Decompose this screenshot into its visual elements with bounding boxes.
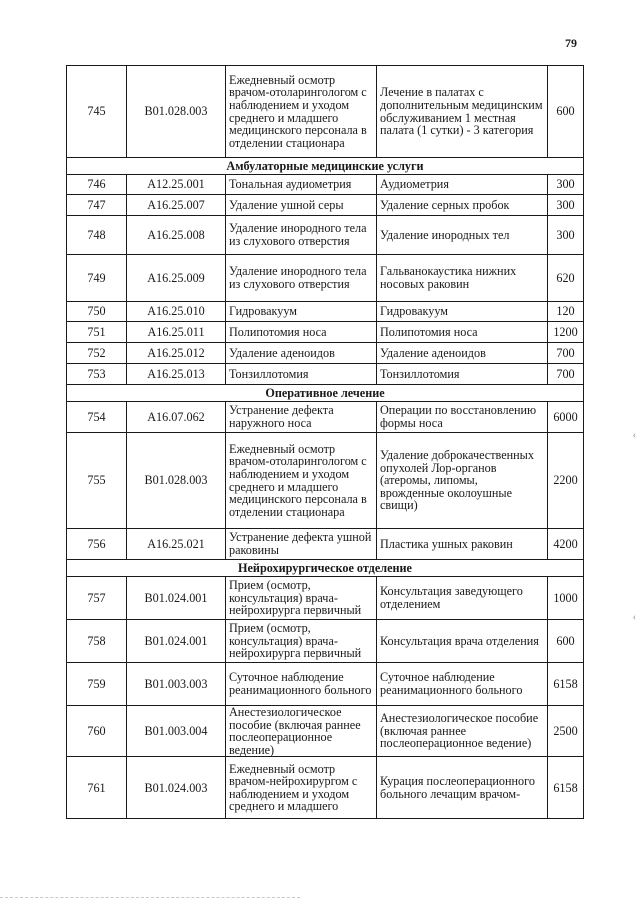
service-description: Консультация врача отделения <box>377 620 548 663</box>
service-name: Прием (осмотр, консультация) врача-нейрохирурга первичный <box>226 620 377 663</box>
service-description: Полипотомия носа <box>377 322 548 343</box>
service-name: Тональная аудиометрия <box>226 175 377 195</box>
service-name: Прием (осмотр, консультация) врача-нейрохирурга первичный <box>226 577 377 620</box>
table-row <box>67 529 584 560</box>
table-row <box>67 706 584 757</box>
table-row <box>67 577 584 620</box>
table-row <box>67 757 584 819</box>
service-description: Гальванокаустика нижних носовых раковин <box>377 255 548 302</box>
scan-edge-line <box>0 897 300 899</box>
table-row <box>67 175 584 195</box>
service-name: Удаление аденоидов <box>226 343 377 364</box>
row-number: 760 <box>67 706 127 757</box>
service-description: Удаление серных пробок <box>377 195 548 216</box>
service-price: 300 <box>548 195 584 216</box>
margin-tick: ‹ <box>632 430 636 441</box>
row-number: 748 <box>67 216 127 255</box>
section-header-row <box>67 385 584 402</box>
service-price: 600 <box>548 66 584 158</box>
table-row <box>67 663 584 706</box>
service-price: 300 <box>548 216 584 255</box>
service-code: A16.25.007 <box>127 195 226 216</box>
service-code: A16.25.010 <box>127 302 226 322</box>
margin-tick: ‹ <box>632 612 636 623</box>
service-code: A16.25.021 <box>127 529 226 560</box>
table-row <box>67 364 584 385</box>
service-name: Тонзиллотомия <box>226 364 377 385</box>
service-name: Удаление инородного тела из слухового отверстия <box>226 216 377 255</box>
service-description: Аудиометрия <box>377 175 548 195</box>
row-number: 761 <box>67 757 127 819</box>
row-number: 749 <box>67 255 127 302</box>
service-code: B01.024.003 <box>127 757 226 819</box>
service-name: Устранение дефекта наружного носа <box>226 402 377 433</box>
row-number: 759 <box>67 663 127 706</box>
row-number: 754 <box>67 402 127 433</box>
service-description: Консультация заведующего отделением <box>377 577 548 620</box>
service-name: Ежедневный осмотр врачом-отоларингологом с наблюдением и уходом среднего и младшего медицинского персонала в отделении стационара <box>226 66 377 158</box>
service-name: Удаление инородного тела из слухового отверстия <box>226 255 377 302</box>
service-price: 700 <box>548 364 584 385</box>
row-number: 747 <box>67 195 127 216</box>
service-description: Анестезиологическое пособие (включая раннее послеоперационное ведение) <box>377 706 548 757</box>
service-description: Курация послеоперационного больного лечащим врачом- <box>377 757 548 819</box>
service-description: Удаление доброкачественных опухолей Лор-органов (атеромы, липомы, врожденные околоушные свищи) <box>377 433 548 529</box>
service-code: B01.028.003 <box>127 433 226 529</box>
row-number: 756 <box>67 529 127 560</box>
service-description: Тонзиллотомия <box>377 364 548 385</box>
price-list-table <box>66 65 584 819</box>
service-price: 1200 <box>548 322 584 343</box>
service-code: B01.003.003 <box>127 663 226 706</box>
table-row <box>67 195 584 216</box>
row-number: 752 <box>67 343 127 364</box>
service-code: A12.25.001 <box>127 175 226 195</box>
service-code: A16.25.011 <box>127 322 226 343</box>
service-code: A16.07.062 <box>127 402 226 433</box>
service-description: Операции по восстановлению формы носа <box>377 402 548 433</box>
service-price: 620 <box>548 255 584 302</box>
service-price: 4200 <box>548 529 584 560</box>
service-price: 1000 <box>548 577 584 620</box>
service-price: 6000 <box>548 402 584 433</box>
section-title: Оперативное лечение <box>67 385 584 402</box>
service-description: Суточное наблюдение реанимационного больного <box>377 663 548 706</box>
service-name: Ежедневный осмотр врачом-отоларингологом с наблюдением и уходом среднего и младшего медицинского персонала в отделении стационара <box>226 433 377 529</box>
service-name: Устранение дефекта ушной раковины <box>226 529 377 560</box>
price-list-body <box>67 66 584 819</box>
table-row <box>67 620 584 663</box>
service-price: 300 <box>548 175 584 195</box>
service-name: Полипотомия носа <box>226 322 377 343</box>
section-title: Нейрохирургическое отделение <box>67 560 584 577</box>
service-name: Удаление ушной серы <box>226 195 377 216</box>
section-header-row <box>67 158 584 175</box>
service-description: Пластика ушных раковин <box>377 529 548 560</box>
service-name: Анестезиологическое пособие (включая раннее послеоперационное ведение) <box>226 706 377 757</box>
row-number: 758 <box>67 620 127 663</box>
service-description: Удаление аденоидов <box>377 343 548 364</box>
service-code: A16.25.012 <box>127 343 226 364</box>
row-number: 751 <box>67 322 127 343</box>
service-price: 6158 <box>548 663 584 706</box>
table-row <box>67 66 584 158</box>
service-name: Ежедневный осмотр врачом-нейрохирургом с наблюдением и уходом среднего и младшего <box>226 757 377 819</box>
table-row <box>67 322 584 343</box>
table-row <box>67 402 584 433</box>
table-row <box>67 343 584 364</box>
service-price: 700 <box>548 343 584 364</box>
row-number: 750 <box>67 302 127 322</box>
row-number: 757 <box>67 577 127 620</box>
table-row <box>67 302 584 322</box>
service-price: 2500 <box>548 706 584 757</box>
row-number: 745 <box>67 66 127 158</box>
service-price: 2200 <box>548 433 584 529</box>
table-row <box>67 216 584 255</box>
table-row <box>67 433 584 529</box>
service-price: 6158 <box>548 757 584 819</box>
service-description: Лечение в палатах с дополнительным медицинским обслуживанием 1 местная палата (1 сутки) - 3 категория <box>377 66 548 158</box>
service-code: B01.024.001 <box>127 620 226 663</box>
service-description: Гидровакуум <box>377 302 548 322</box>
page-number: 79 <box>565 36 577 50</box>
table-row <box>67 255 584 302</box>
service-name: Гидровакуум <box>226 302 377 322</box>
service-description: Удаление инородных тел <box>377 216 548 255</box>
row-number: 746 <box>67 175 127 195</box>
service-name: Суточное наблюдение реанимационного больного <box>226 663 377 706</box>
row-number: 753 <box>67 364 127 385</box>
service-code: B01.003.004 <box>127 706 226 757</box>
service-price: 120 <box>548 302 584 322</box>
service-code: A16.25.013 <box>127 364 226 385</box>
section-header-row <box>67 560 584 577</box>
service-code: B01.028.003 <box>127 66 226 158</box>
service-price: 600 <box>548 620 584 663</box>
service-code: A16.25.008 <box>127 216 226 255</box>
row-number: 755 <box>67 433 127 529</box>
service-code: A16.25.009 <box>127 255 226 302</box>
section-title: Амбулаторные медицинские услуги <box>67 158 584 175</box>
service-code: B01.024.001 <box>127 577 226 620</box>
